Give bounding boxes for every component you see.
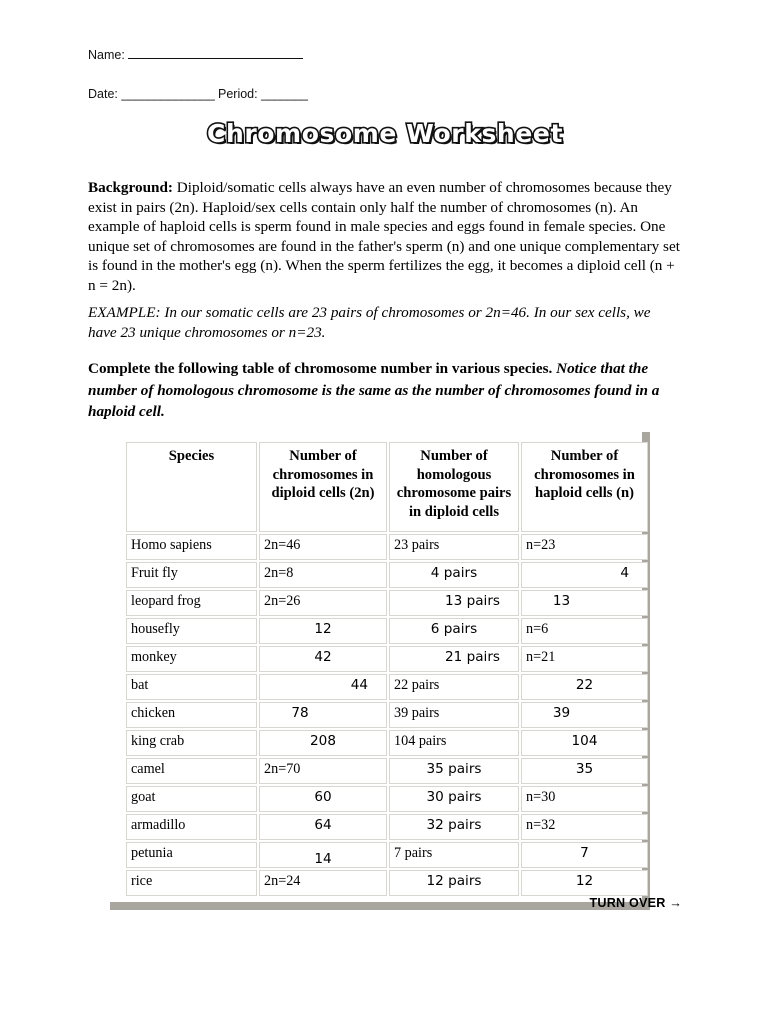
- instruction-italic: Notice that the number of homologous chromosome is the same as the number of chromosomes found in a haploid cell.: [88, 360, 660, 420]
- cell-haploid[interactable]: [521, 730, 648, 756]
- answer-haploid: 13: [552, 593, 571, 609]
- chromosome-table-container: [110, 432, 650, 910]
- cell-species: [126, 590, 257, 616]
- period-label: Period:: [218, 87, 258, 101]
- answer-diploid: 42: [314, 649, 332, 665]
- example-paragraph: EXAMPLE: In our somatic cells are 23 pairs of chromosomes or 2n=46. In our sex cells, we have 23 unique chromosomes or n=23.: [88, 304, 651, 341]
- table-row: [126, 730, 648, 756]
- background-label: Background:: [88, 179, 173, 196]
- cell-species: [126, 534, 257, 560]
- answer-diploid: 12: [314, 621, 332, 637]
- header-cell-species: Species: [126, 442, 257, 532]
- cell-homologous[interactable]: [389, 590, 519, 616]
- cell-species: [126, 786, 257, 812]
- table-row: [126, 814, 648, 840]
- species-name: chicken: [131, 705, 176, 721]
- header-cell-diploid: Number of chromosomes in diploid cells (2n): [259, 442, 387, 532]
- answer-homologous: 4 pairs: [430, 565, 478, 581]
- answer-haploid: n=6: [526, 621, 549, 637]
- answer-diploid: 44: [350, 677, 368, 693]
- table-row: [126, 674, 648, 700]
- answer-diploid: 2n=26: [264, 593, 301, 609]
- species-name: rice: [131, 873, 153, 889]
- table-row: [126, 590, 648, 616]
- cell-species: [126, 702, 257, 728]
- answer-homologous: 6 pairs: [430, 621, 478, 637]
- cell-haploid: [521, 534, 648, 560]
- cell-diploid[interactable]: [259, 842, 387, 868]
- answer-homologous: 21 pairs: [444, 649, 500, 665]
- turn-over-note: TURN OVER →: [589, 896, 682, 910]
- answer-homologous: 23 pairs: [394, 537, 440, 553]
- answer-haploid: 7: [580, 845, 589, 861]
- answer-haploid: n=23: [526, 537, 556, 553]
- cell-haploid[interactable]: [521, 702, 648, 728]
- answer-haploid: n=32: [526, 817, 556, 833]
- answer-diploid: 2n=24: [264, 873, 301, 889]
- answer-haploid: 104: [571, 733, 598, 749]
- table-row: [126, 786, 648, 812]
- name-label: Name:: [88, 48, 125, 62]
- cell-species: [126, 842, 257, 868]
- cell-haploid[interactable]: [521, 562, 648, 588]
- cell-haploid: [521, 646, 648, 672]
- cell-homologous: [389, 730, 519, 756]
- header-cell-haploid: Number of chromosomes in haploid cells (n): [521, 442, 648, 532]
- table-row: [126, 758, 648, 784]
- cell-diploid[interactable]: [259, 730, 387, 756]
- species-name: Homo sapiens: [131, 537, 212, 553]
- cell-homologous: [389, 702, 519, 728]
- cell-diploid[interactable]: [259, 618, 387, 644]
- cell-species: [126, 618, 257, 644]
- answer-homologous: 39 pairs: [394, 705, 440, 721]
- cell-species: [126, 674, 257, 700]
- instruction-paragraph: [88, 358, 668, 423]
- cell-homologous[interactable]: [389, 870, 519, 896]
- answer-homologous: 22 pairs: [394, 677, 440, 693]
- cell-haploid[interactable]: [521, 842, 648, 868]
- answer-homologous: 30 pairs: [426, 789, 482, 805]
- cell-diploid[interactable]: [259, 646, 387, 672]
- answer-homologous: 12 pairs: [426, 873, 482, 889]
- cell-diploid: [259, 590, 387, 616]
- answer-diploid: 14: [314, 851, 332, 867]
- answer-diploid: 78: [291, 705, 309, 721]
- name-line: [88, 44, 308, 67]
- cell-homologous: [389, 842, 519, 868]
- cell-diploid[interactable]: [259, 814, 387, 840]
- name-blank[interactable]: [128, 47, 303, 59]
- cell-species: [126, 562, 257, 588]
- table-row: [126, 702, 648, 728]
- date-blank[interactable]: ______________: [121, 87, 215, 101]
- table-row: [126, 646, 648, 672]
- header-cell-homologous: Number of homologous chromosome pairs in diploid cells: [389, 442, 519, 532]
- species-name: bat: [131, 677, 149, 693]
- cell-haploid[interactable]: [521, 758, 648, 784]
- answer-diploid: 2n=8: [264, 565, 294, 581]
- table-row: [126, 562, 648, 588]
- species-name: armadillo: [131, 817, 186, 833]
- page-title: Chromosome Worksheet: [207, 119, 563, 148]
- table-row: [126, 618, 648, 644]
- cell-species: [126, 730, 257, 756]
- cell-haploid: [521, 814, 648, 840]
- cell-homologous[interactable]: [389, 562, 519, 588]
- cell-homologous: [389, 534, 519, 560]
- answer-homologous: 35 pairs: [426, 761, 482, 777]
- cell-haploid: [521, 786, 648, 812]
- answer-diploid: 64: [314, 817, 332, 833]
- cell-haploid: [521, 618, 648, 644]
- table-header-row: [126, 442, 648, 532]
- answer-homologous: 104 pairs: [394, 733, 447, 749]
- cell-homologous: [389, 674, 519, 700]
- period-blank[interactable]: _______: [261, 87, 308, 101]
- instruction-bold: Complete the following table of chromosome number in various species.: [88, 360, 553, 377]
- answer-haploid: n=21: [526, 649, 556, 665]
- cell-diploid[interactable]: [259, 786, 387, 812]
- date-period-line: [88, 83, 308, 106]
- answer-haploid: 12: [575, 873, 594, 889]
- cell-diploid: [259, 534, 387, 560]
- answer-haploid: n=30: [526, 789, 556, 805]
- cell-haploid[interactable]: [521, 590, 648, 616]
- species-name: housefly: [131, 621, 180, 637]
- species-name: goat: [131, 789, 156, 805]
- species-name: leopard frog: [131, 593, 201, 609]
- answer-haploid: 4: [620, 565, 629, 581]
- species-name: king crab: [131, 733, 185, 749]
- background-paragraph: [88, 178, 686, 296]
- answer-diploid: 2n=70: [264, 761, 301, 777]
- answer-haploid: 39: [552, 705, 571, 721]
- cell-species: [126, 758, 257, 784]
- table-row: [126, 842, 648, 868]
- answer-haploid: 22: [575, 677, 594, 693]
- cell-homologous[interactable]: [389, 618, 519, 644]
- cell-homologous[interactable]: [389, 646, 519, 672]
- answer-homologous: 7 pairs: [394, 845, 433, 861]
- cell-species: [126, 646, 257, 672]
- table-row: [126, 870, 648, 896]
- species-name: Fruit fly: [131, 565, 178, 581]
- cell-homologous[interactable]: [389, 786, 519, 812]
- answer-homologous: 13 pairs: [444, 593, 500, 609]
- cell-diploid: [259, 758, 387, 784]
- cell-diploid[interactable]: [259, 702, 387, 728]
- cell-diploid: [259, 870, 387, 896]
- answer-diploid: 2n=46: [264, 537, 301, 553]
- student-info-block: [88, 44, 308, 106]
- answer-diploid: 60: [314, 789, 332, 805]
- chromosome-table: [124, 440, 650, 898]
- species-name: petunia: [131, 845, 173, 861]
- date-label: Date:: [88, 87, 118, 101]
- cell-diploid[interactable]: [259, 674, 387, 700]
- cell-homologous[interactable]: [389, 814, 519, 840]
- answer-homologous: 32 pairs: [426, 817, 482, 833]
- cell-species: [126, 870, 257, 896]
- background-text: Diploid/somatic cells always have an even number of chromosomes because they exist in pairs (2n). Haploid/sex cells contain only half the number of chromosomes (n). An example of haploid cells is sperm found in male species and eggs found in female species. One unique set of chromosomes are found in the father's sperm (n) and one unique complementary set is found in the mother's egg (n). When the sperm fertilizes the egg, it becomes a diploid cell (n + n = 2n).: [88, 179, 680, 294]
- cell-haploid[interactable]: [521, 870, 648, 896]
- cell-species: [126, 814, 257, 840]
- cell-diploid: [259, 562, 387, 588]
- species-name: monkey: [131, 649, 177, 665]
- cell-haploid[interactable]: [521, 674, 648, 700]
- species-name: camel: [131, 761, 165, 777]
- cell-homologous[interactable]: [389, 758, 519, 784]
- answer-diploid: 208: [310, 733, 336, 749]
- table-row: [126, 534, 648, 560]
- answer-haploid: 35: [575, 761, 594, 777]
